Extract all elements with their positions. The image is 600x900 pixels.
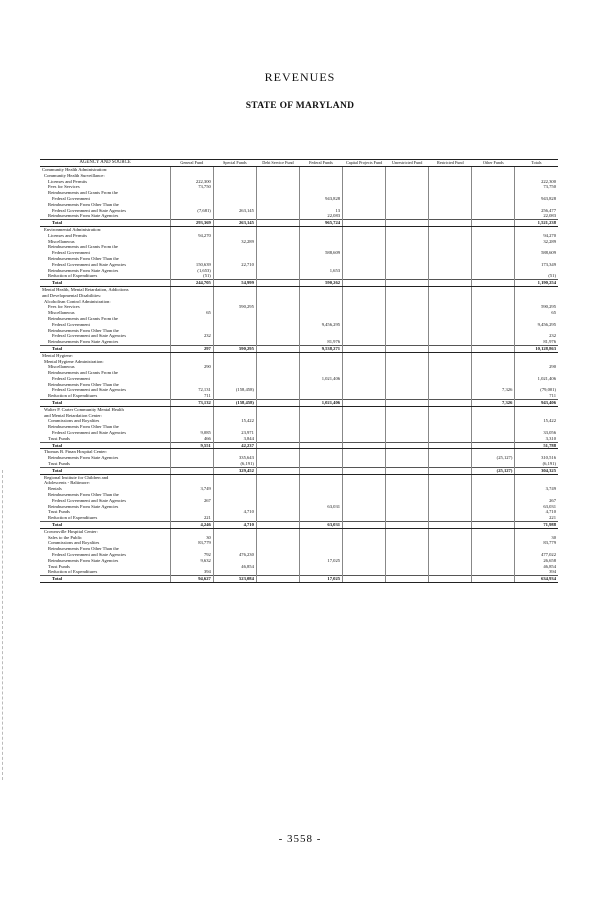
- cell-value: [386, 442, 429, 449]
- cell-total: 290: [515, 364, 558, 370]
- table-total-row: [40, 442, 558, 449]
- column-header-other: Other Funds: [472, 160, 515, 167]
- row-label: Reduction of Expenditures: [48, 569, 98, 575]
- row-label: Reimbursements From State Agencies: [48, 503, 119, 509]
- cell-total: 267: [515, 498, 558, 504]
- row-label: and Mental Retardation Center:: [44, 412, 103, 418]
- cell-value: [429, 442, 472, 449]
- cell-value: 3,844: [213, 436, 256, 442]
- cell-value: 72,131: [170, 387, 213, 393]
- row-label: Miscellaneous: [48, 238, 75, 244]
- cell-value: [256, 345, 299, 352]
- cell-value: 1,021,406: [299, 400, 342, 407]
- cell-total: 65: [515, 310, 558, 316]
- total-label: Total: [40, 220, 170, 227]
- row-label: Reimbursements From Other Than the: [48, 546, 119, 552]
- cell-value: 588,609: [299, 250, 342, 256]
- row-label: Federal Government and State Agencies: [52, 333, 126, 339]
- row-label: Reimbursements From Other Than the: [48, 381, 119, 387]
- cell-value: 394: [170, 569, 213, 575]
- cell-value: 9,456,295: [299, 322, 342, 328]
- cell-value: [472, 576, 515, 583]
- row-label: Mental Hygiene Administration:: [44, 358, 104, 364]
- row-label: Reduction of Expenditures: [48, 393, 98, 399]
- cell-value: [386, 576, 429, 583]
- cell-total: 26,658: [515, 558, 558, 564]
- cell-total: 30: [515, 535, 558, 541]
- column-header-restricted: Restricted Fund: [429, 160, 472, 167]
- cell-value: 221: [170, 515, 213, 521]
- cell-value: 7,326: [472, 400, 515, 407]
- column-header-debt-service: Debt Service Fund: [256, 160, 299, 167]
- cell-value: 335,643: [213, 455, 256, 461]
- table-body: [40, 167, 558, 583]
- row-label: Reimbursements From Other Than the: [48, 424, 119, 430]
- cell-total: 73,750: [515, 184, 558, 190]
- cell-value: [386, 345, 429, 352]
- row-label: Community Health Administration:: [42, 167, 108, 172]
- cell-total: 1,021,406: [515, 376, 558, 382]
- cell-value: [256, 280, 299, 287]
- row-label: Community Health Surveillance:: [44, 172, 105, 178]
- row-label: Trust Funds: [48, 435, 70, 441]
- table-total-row: [40, 280, 558, 287]
- cell-value: 9,085: [170, 430, 213, 436]
- row-label: Federal Government and State Agencies: [52, 430, 126, 436]
- row-label: Trust Funds: [48, 461, 70, 467]
- row-label: Reimbursements From Other Than the: [48, 255, 119, 261]
- cell-total: 71,988: [515, 522, 558, 529]
- table-total-row: [40, 576, 558, 583]
- cell-value: [256, 576, 299, 583]
- row-label: and Developmental Disabilities:: [42, 292, 102, 298]
- cell-value: 17,025: [299, 576, 342, 583]
- cell-value: 32,289: [213, 239, 256, 245]
- total-label: Total: [40, 522, 170, 529]
- cell-total: 51,788: [515, 442, 558, 449]
- cell-value: 73,750: [170, 184, 213, 190]
- row-label: Reimbursements From State Agencies: [48, 455, 119, 461]
- cell-value: [256, 220, 299, 227]
- row-label: Federal Government and State Agencies: [52, 552, 126, 557]
- cell-value: 23,971: [213, 430, 256, 436]
- total-label: Total: [40, 467, 170, 474]
- cell-total: 15,422: [515, 418, 558, 424]
- cell-value: 329,452: [213, 467, 256, 474]
- cell-value: [343, 522, 386, 529]
- cell-value: 792: [170, 552, 213, 558]
- cell-value: [429, 576, 472, 583]
- cell-value: [472, 522, 515, 529]
- column-header-unrestricted: Unrestricted Fund: [386, 160, 429, 167]
- cell-value: (6,191): [213, 461, 256, 467]
- row-label: Commissions and Royalties: [48, 418, 100, 424]
- cell-value: (25,127): [472, 455, 515, 461]
- cell-value: 293,369: [170, 220, 213, 227]
- cell-value: (158,458): [213, 400, 256, 407]
- row-label: Reimbursements From State Agencies: [48, 267, 119, 273]
- row-label: Miscellaneous: [48, 364, 75, 370]
- cell-value: 17,025: [299, 558, 342, 564]
- row-label: Miscellaneous: [48, 310, 75, 316]
- cell-value: 73,132: [170, 400, 213, 407]
- cell-value: 42,237: [213, 442, 256, 449]
- row-label: Regional Institute for Children and: [44, 474, 109, 480]
- margin-marks: [2, 470, 6, 780]
- table-total-row: [40, 467, 558, 474]
- cell-total: 943,828: [515, 196, 558, 202]
- row-label: Fees for Services: [48, 304, 80, 310]
- column-header-special: Special Funds: [213, 160, 256, 167]
- cell-value: 4,710: [213, 522, 256, 529]
- cell-value: [386, 280, 429, 287]
- cell-value: [429, 280, 472, 287]
- row-label: Reimbursements From State Agencies: [48, 557, 119, 563]
- cell-value: [386, 400, 429, 407]
- cell-value: 4,710: [213, 509, 256, 515]
- document-title: STATE OF MARYLAND: [245, 101, 355, 111]
- cell-value: [343, 442, 386, 449]
- total-label: Total: [40, 345, 170, 352]
- cell-total: 1,521,238: [515, 220, 558, 227]
- cell-value: 1,021,406: [299, 376, 342, 382]
- cell-total: 173,349: [515, 262, 558, 268]
- cell-total: (6,191): [515, 461, 558, 467]
- table-total-row: [40, 522, 558, 529]
- column-header-agency: AGENCY AND SOURCE: [40, 160, 170, 167]
- cell-total: (51): [515, 273, 558, 279]
- cell-value: [343, 400, 386, 407]
- cell-value: 81,976: [299, 339, 342, 345]
- cell-value: 965,724: [299, 220, 342, 227]
- row-label: Federal Government: [52, 321, 90, 327]
- row-label: Environmental Administration:: [44, 226, 102, 232]
- row-label: Mental Health, Mental Retardation, Addictions: [42, 286, 129, 292]
- cell-total: 394: [515, 569, 558, 575]
- revenue-table-container: [40, 159, 558, 583]
- table-total-row: [40, 220, 558, 227]
- cell-value: 22,083: [299, 213, 342, 219]
- cell-total: 63,031: [515, 504, 558, 510]
- cell-value: 13: [299, 208, 342, 214]
- cell-value: 244,705: [170, 280, 213, 287]
- cell-value: 9,551: [170, 442, 213, 449]
- total-label: Total: [40, 280, 170, 287]
- cell-value: 590,295: [213, 304, 256, 310]
- cell-value: [299, 467, 342, 474]
- cell-value: 63,031: [299, 504, 342, 510]
- row-label: Adolescents - Baltimore:: [44, 480, 90, 486]
- cell-value: 46,854: [213, 564, 256, 570]
- total-label: Total: [40, 442, 170, 449]
- cell-value: 466: [170, 436, 213, 442]
- row-label: Reimbursements From Other Than the: [48, 327, 119, 333]
- cell-value: 297: [170, 345, 213, 352]
- cell-total: 94,270: [515, 233, 558, 239]
- row-label: Trust Funds: [48, 509, 70, 515]
- column-header-totals: Totals: [515, 160, 558, 167]
- cell-total: 221: [515, 515, 558, 521]
- cell-value: [429, 467, 472, 474]
- total-label: Total: [40, 576, 170, 583]
- cell-value: [256, 400, 299, 407]
- cell-value: [386, 467, 429, 474]
- row-label: Alcoholism Control Administration:: [44, 298, 111, 304]
- section-title: REVENUES: [264, 70, 336, 84]
- cell-value: 9,538,271: [299, 345, 342, 352]
- column-header-capital-projects: Capital Projects Fund: [343, 160, 386, 167]
- cell-value: 63,031: [299, 522, 342, 529]
- cell-value: [343, 576, 386, 583]
- row-label: Licenses and Permits: [48, 178, 88, 184]
- row-label: Federal Government and State Agencies: [52, 497, 126, 503]
- cell-value: 232: [170, 333, 213, 339]
- table-total-row: [40, 345, 558, 352]
- cell-value: 4,246: [170, 522, 213, 529]
- row-label: Federal Government: [52, 195, 90, 201]
- column-header-federal: Federal Funds: [299, 160, 342, 167]
- cell-value: [256, 522, 299, 529]
- cell-value: [429, 400, 472, 407]
- cell-value: [429, 522, 472, 529]
- row-label: Commissions and Royalties: [48, 540, 100, 546]
- row-label: Federal Government and State Agencies: [52, 387, 126, 393]
- cell-value: 1,653: [299, 268, 342, 274]
- cell-value: 30: [170, 535, 213, 541]
- cell-total: 9,456,295: [515, 322, 558, 328]
- row-label: Federal Government and State Agencies: [52, 207, 126, 213]
- cell-value: [429, 220, 472, 227]
- row-label: Thomas B. Finan Hospital Center:: [44, 449, 108, 455]
- cell-value: 267: [170, 498, 213, 504]
- cell-value: [256, 442, 299, 449]
- cell-value: (1,653): [170, 268, 213, 274]
- cell-total: 256,477: [515, 208, 558, 214]
- cell-value: 476,230: [213, 552, 256, 558]
- cell-total: 222,300: [515, 179, 558, 185]
- row-label: Crownsville Hospital Center:: [44, 528, 98, 534]
- cell-value: (51): [170, 273, 213, 279]
- row-label: Reimbursements and Grants From the: [48, 244, 118, 250]
- row-label: Federal Government: [52, 375, 90, 381]
- cell-total: 943,406: [515, 400, 558, 407]
- row-label: Trust Funds: [48, 563, 70, 569]
- cell-value: 7,326: [472, 387, 515, 393]
- cell-value: 290: [170, 364, 213, 370]
- cell-value: [386, 522, 429, 529]
- cell-value: [386, 220, 429, 227]
- revenue-table: [40, 159, 558, 583]
- row-label: Reimbursements and Grants From the: [48, 190, 118, 196]
- cell-value: [343, 220, 386, 227]
- row-label: Walter P. Carter Community Mental Health: [44, 406, 124, 412]
- cell-total: 711: [515, 393, 558, 399]
- cell-value: [170, 467, 213, 474]
- cell-total: 588,609: [515, 250, 558, 256]
- cell-total: (79,001): [515, 387, 558, 393]
- cell-value: 94,270: [170, 233, 213, 239]
- row-label: Reimbursements and Grants From the: [48, 370, 118, 376]
- cell-value: 943,828: [299, 196, 342, 202]
- cell-value: 83,779: [170, 540, 213, 546]
- cell-total: 33,056: [515, 430, 558, 436]
- cell-value: (25,127): [472, 467, 515, 474]
- cell-value: 263,145: [213, 208, 256, 214]
- cell-value: 9,632: [170, 558, 213, 564]
- cell-value: 590,262: [299, 280, 342, 287]
- cell-total: 477,022: [515, 552, 558, 558]
- cell-total: 46,854: [515, 564, 558, 570]
- cell-value: 65: [170, 310, 213, 316]
- cell-total: 81,976: [515, 339, 558, 345]
- cell-value: [343, 467, 386, 474]
- cell-value: [343, 280, 386, 287]
- cell-value: 15,422: [213, 418, 256, 424]
- row-label: Rentals: [48, 486, 62, 492]
- cell-value: 3,749: [170, 486, 213, 492]
- row-label: Reimbursements From State Agencies: [48, 213, 119, 219]
- cell-value: [343, 345, 386, 352]
- cell-value: 263,145: [213, 220, 256, 227]
- cell-value: 94,627: [170, 576, 213, 583]
- cell-value: [472, 442, 515, 449]
- cell-total: 590,295: [515, 304, 558, 310]
- cell-value: 150,639: [170, 262, 213, 268]
- cell-total: 83,779: [515, 540, 558, 546]
- cell-value: [299, 442, 342, 449]
- cell-value: 222,300: [170, 179, 213, 185]
- row-label: Mental Hygiene:: [42, 352, 73, 358]
- cell-value: [472, 345, 515, 352]
- cell-value: [256, 467, 299, 474]
- row-label: Federal Government and State Agencies: [52, 261, 126, 267]
- total-label: Total: [40, 400, 170, 407]
- row-label: Reduction of Expenditures: [48, 273, 98, 279]
- column-header-general: General Fund: [170, 160, 213, 167]
- cell-value: [472, 280, 515, 287]
- row-label: Sales to the Public: [48, 534, 83, 540]
- cell-value: [429, 345, 472, 352]
- row-label: Reimbursements From Other Than the: [48, 492, 119, 498]
- row-label: Reimbursements From State Agencies: [48, 339, 119, 345]
- row-label: Reimbursements From Other Than the: [48, 201, 119, 207]
- cell-value: 22,710: [213, 262, 256, 268]
- table-total-row: [40, 400, 558, 407]
- page-number: - 3558 -: [278, 833, 322, 845]
- row-label: Licenses and Permits: [48, 232, 88, 238]
- row-label: Federal Government: [52, 250, 90, 256]
- cell-value: 711: [170, 393, 213, 399]
- cell-value: (158,458): [213, 387, 256, 393]
- cell-total: 3,749: [515, 486, 558, 492]
- cell-total: 310,516: [515, 455, 558, 461]
- cell-total: 232: [515, 333, 558, 339]
- cell-total: 32,289: [515, 239, 558, 245]
- cell-total: 634,934: [515, 576, 558, 583]
- cell-value: 523,084: [213, 576, 256, 583]
- cell-total: 3,310: [515, 436, 558, 442]
- cell-value: (7,681): [170, 208, 213, 214]
- cell-total: 304,325: [515, 467, 558, 474]
- cell-total: 22,083: [515, 213, 558, 219]
- cell-value: 54,999: [213, 280, 256, 287]
- cell-total: 1,190,254: [515, 280, 558, 287]
- cell-value: [472, 220, 515, 227]
- cell-value: 590,295: [213, 345, 256, 352]
- row-label: Reduction of Expenditures: [48, 515, 98, 521]
- row-label: Reimbursements and Grants From the: [48, 315, 118, 321]
- row-label: Fees for Services: [48, 184, 80, 190]
- cell-total: 10,128,863: [515, 345, 558, 352]
- cell-total: 4,710: [515, 509, 558, 515]
